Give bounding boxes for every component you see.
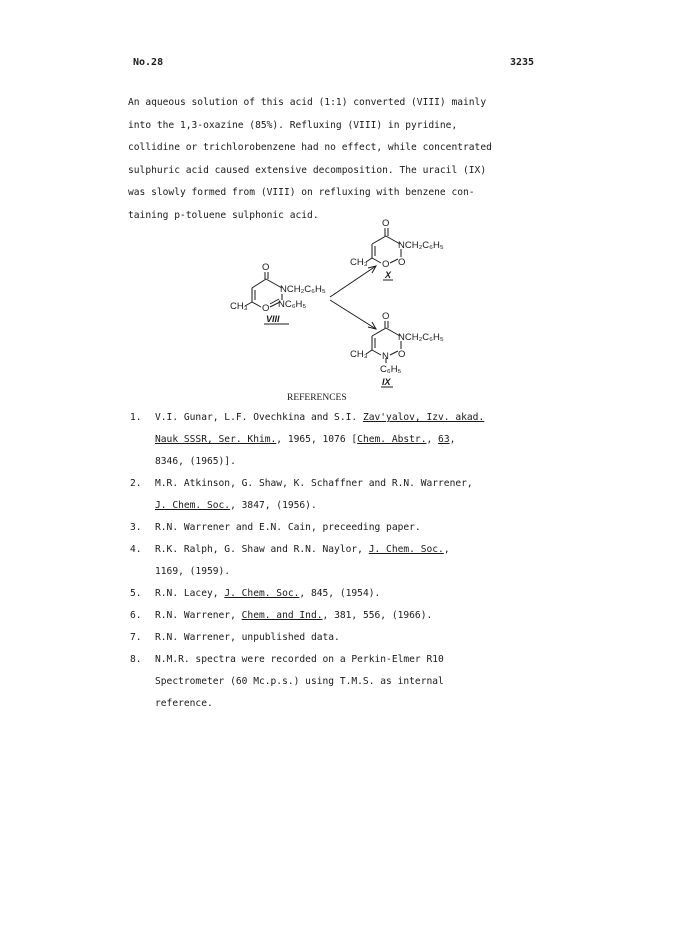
ref4-authors: R.K. Ralph, G. Shaw and R.N. Naylor, — [155, 544, 369, 555]
ref1-journal-b: Nauk SSSR, Ser. Khim. — [155, 434, 277, 445]
ref2-journal: J. Chem. Soc. — [155, 500, 231, 511]
viii-ring-oxygen: O — [262, 303, 270, 314]
ix-methyl: CH₃ — [350, 349, 368, 360]
ref6-details: , 381, 556, (1966). — [322, 610, 433, 621]
ref1-volume: , 1965, 1076 [ — [276, 434, 358, 445]
reference-number: 2. — [130, 478, 142, 489]
ref4-comma: , — [443, 544, 450, 555]
ix-carbonyl-o: O — [382, 311, 390, 322]
viii-methyl: CH₃ — [230, 301, 248, 312]
x-methyl: CH₃ — [350, 257, 368, 268]
ref8-line1: N.M.R. spectra were recorded on a Perkin-Elmer R10 — [155, 654, 444, 665]
ref1-authors: V.I. Gunar, L.F. Ovechkina and S.I. — [155, 412, 363, 423]
ref1-line3: 8346, (1965)]. — [155, 456, 236, 467]
ref2-details: , 3847, (1956). — [230, 500, 317, 511]
reference-4 — [130, 539, 550, 583]
ix-label: IX — [382, 377, 391, 387]
ref8-line2: Spectrometer (60 Mc.p.s.) using T.M.S. as internal — [155, 676, 444, 687]
ref5-journal: J. Chem. Soc. — [224, 588, 300, 599]
ref1-comma: , — [449, 434, 456, 445]
x-n-substituent: NCH₂C₆H₅ — [398, 240, 444, 251]
ref6-author: R.N. Warrener, — [155, 610, 242, 621]
ref7-text: R.N. Warrener, unpublished data. — [155, 632, 340, 643]
reference-2 — [130, 473, 550, 517]
reference-number: 1. — [130, 412, 142, 423]
page-number: 3235 — [510, 57, 535, 68]
paragraph-line: was slowly formed from (VIII) on refluxing with benzene con- — [128, 187, 475, 198]
x-label: X — [385, 270, 392, 280]
ref4-details: 1169, (1959). — [155, 566, 231, 577]
ref4-journal: J. Chem. Soc. — [368, 544, 444, 555]
ref8-line3: reference. — [155, 698, 213, 709]
ref1-abstract: Chem. Abstr. — [357, 434, 427, 445]
ref2-authors: M.R. Atkinson, G. Shaw, K. Schaffner and R.N. Warrener, — [155, 478, 473, 489]
reference-3 — [130, 517, 550, 539]
x-ring-oxygen: O — [382, 259, 390, 270]
viii-c2-substituent: NC₆H₅ — [278, 299, 307, 310]
ref5-author: R.N. Lacey, — [155, 588, 225, 599]
paragraph-line: collidine or trichlorobenzene had no effect, while concentrated — [128, 142, 492, 153]
paragraph-line: into the 1,3-oxazine (85%). Refluxing (VIII) in pyridine, — [128, 119, 458, 131]
viii-n-substituent: NCH₂C₆H₅ — [280, 284, 326, 295]
reference-6 — [130, 605, 550, 627]
x-carbonyl-o: O — [382, 218, 390, 229]
ref6-journal: Chem. and Ind. — [241, 610, 323, 621]
reference-7 — [130, 627, 550, 649]
reference-1 — [130, 407, 550, 473]
ref3-text: R.N. Warrener and E.N. Cain, preceeding paper. — [155, 522, 421, 533]
viii-label: VIII — [266, 314, 280, 324]
reference-number: 4. — [130, 544, 142, 555]
ix-n1-substituent: C₆H₅ — [380, 364, 402, 375]
reference-5 — [130, 583, 550, 605]
paragraph-line: An aqueous solution of this acid (1:1) converted (VIII) mainly — [128, 97, 487, 108]
reference-number: 8. — [130, 654, 142, 665]
ref5-details: , 845, (1954). — [299, 588, 381, 599]
ix-ring-nitrogen: N — [382, 351, 389, 362]
journal-number: No.28 — [133, 57, 164, 68]
reference-number: 6. — [130, 610, 142, 621]
paragraph-line: sulphuric acid caused extensive decomposition. The uracil (IX) — [128, 164, 487, 176]
ref1-abstract-volume: 63 — [438, 434, 450, 445]
viii-carbonyl-o: O — [262, 262, 270, 273]
reference-number: 5. — [130, 588, 142, 599]
ref1-journal-a: Zav'yalov, Izv. akad. — [362, 412, 485, 423]
ix-c2-oxygen: O — [398, 349, 406, 360]
reference-number: 3. — [130, 522, 142, 533]
x-c2-oxygen: O — [398, 257, 406, 268]
reference-number: 7. — [130, 632, 142, 643]
references-heading: REFERENCES — [287, 393, 347, 403]
ref1-sep: , — [426, 434, 439, 445]
ix-n-substituent: NCH₂C₆H₅ — [398, 332, 444, 343]
paragraph-line: taining p-toluene sulphonic acid. — [128, 209, 319, 221]
reference-8 — [130, 649, 550, 715]
